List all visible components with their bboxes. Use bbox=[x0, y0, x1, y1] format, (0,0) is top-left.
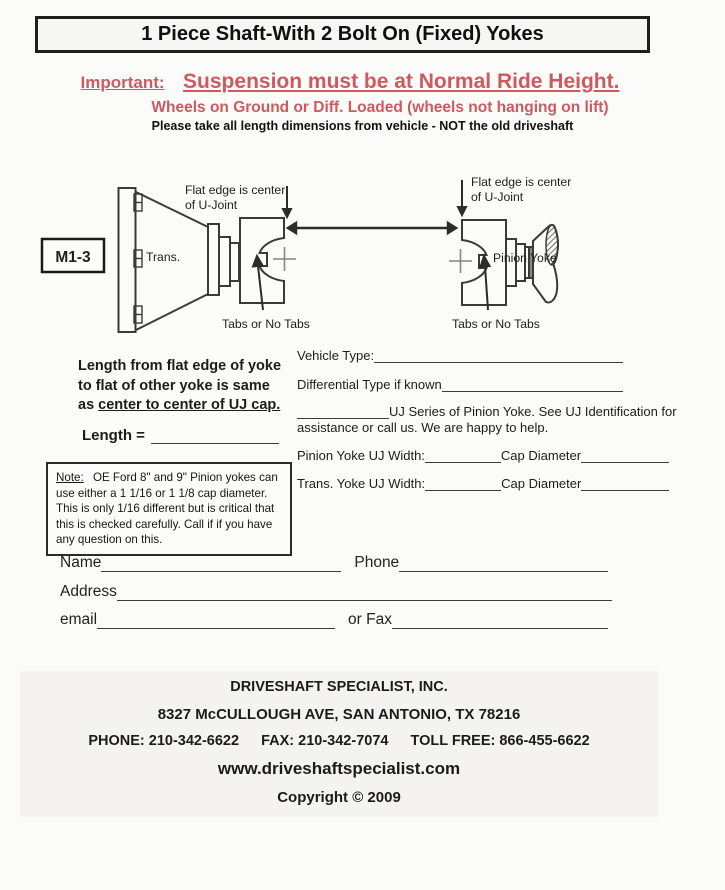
phone-label: Phone bbox=[354, 554, 400, 571]
differential-type-label: Differential Type if known bbox=[297, 377, 442, 392]
footer bbox=[20, 671, 658, 817]
transmission-flange bbox=[119, 188, 136, 332]
important-label: Important: bbox=[80, 73, 165, 92]
fax-label: or Fax bbox=[348, 611, 392, 628]
email-label: email bbox=[60, 611, 98, 628]
pinion-uj-width-label: Pinion Yoke UJ Width: bbox=[297, 448, 425, 463]
vehicle-type-label: Vehicle Type: bbox=[297, 348, 375, 363]
flat-edge-note-right-line2: of U-Joint bbox=[471, 190, 524, 204]
length-instr-prefix: as bbox=[78, 397, 95, 413]
length-instr-line2: to flat of other yoke is same bbox=[78, 377, 270, 394]
ujoint-center-cross-right bbox=[449, 249, 472, 273]
vehicle-type-blank bbox=[374, 347, 623, 363]
company-fax: FAX: 210-342-7074 bbox=[261, 733, 389, 749]
address-row bbox=[60, 583, 612, 601]
pinion-yoke-label: Pinion Yoke bbox=[493, 251, 557, 265]
differential-type-field bbox=[297, 376, 623, 392]
company-name: DRIVESHAFT SPECIALIST, INC. bbox=[230, 679, 448, 695]
ride-height-headline: Suspension must be at Normal Ride Height. bbox=[183, 70, 620, 93]
length-label: Length = bbox=[82, 427, 145, 444]
trans-label: Trans. bbox=[146, 250, 181, 264]
wheels-instruction: Wheels on Ground or Diff. Loaded (wheels not hanging on lift) bbox=[151, 99, 609, 116]
company-phones bbox=[20, 733, 658, 749]
note-text: OE Ford 8" and 9" Pinion yokes can use either a 1 1/16 or 1 1/8 cap diameter. This is only 1/16 different but is critical that this is checked carefully. Call if if you have any question on this. bbox=[56, 471, 278, 546]
vehicle-type-field bbox=[297, 347, 623, 363]
trans-uj-width-label: Trans. Yoke UJ Width: bbox=[297, 476, 426, 491]
name-label: Name bbox=[60, 554, 102, 571]
length-field bbox=[82, 427, 279, 444]
cap-diameter-label-2: Cap Diameter bbox=[501, 476, 582, 491]
company-phone: PHONE: 210-342-6622 bbox=[88, 733, 240, 749]
trans-uj-width-field bbox=[297, 475, 669, 491]
note-label: Note: bbox=[56, 471, 84, 484]
company-website: www.driveshaftspecialist.com bbox=[217, 759, 461, 778]
phone-blank bbox=[399, 554, 608, 572]
length-double-arrow bbox=[288, 223, 456, 233]
cap-diameter-blank-2 bbox=[581, 475, 669, 491]
name-phone-row bbox=[60, 554, 608, 572]
dimensions-instruction: Please take all length dimensions from vehicle - NOT the old driveshaft bbox=[151, 119, 574, 133]
flat-edge-arrow-right bbox=[458, 180, 466, 215]
length-instr-line3 bbox=[78, 396, 310, 416]
copyright: Copyright © 2009 bbox=[277, 789, 401, 806]
cap-diameter-label-1: Cap Diameter bbox=[500, 448, 582, 463]
trans-uj-width-blank bbox=[425, 475, 501, 491]
company-toll-free: TOLL FREE: 866-455-6622 bbox=[410, 733, 590, 749]
ford-cap-note-box bbox=[46, 462, 292, 556]
uj-series-blank bbox=[297, 403, 389, 419]
trans-yoke-shape bbox=[240, 218, 284, 303]
uj-series-text-line1: UJ Series of Pinion Yoke. See UJ Identification for bbox=[389, 404, 677, 419]
form-title: 1 Piece Shaft-With 2 Bolt On (Fixed) Yokes bbox=[141, 23, 544, 45]
address-blank bbox=[117, 583, 612, 601]
email-fax-row bbox=[60, 611, 608, 629]
cap-diameter-blank-1 bbox=[581, 447, 669, 463]
uj-series-field bbox=[297, 403, 689, 419]
uj-series-text-line2: assistance or call us. We are happy to help. bbox=[297, 420, 549, 435]
email-blank bbox=[97, 611, 335, 629]
length-instr-line1: Length from flat edge of yoke bbox=[78, 358, 282, 374]
length-instructions bbox=[78, 357, 310, 416]
flat-edge-note-left-line1: Flat edge is center bbox=[185, 183, 286, 197]
length-instr-underlined: center to center of UJ cap. bbox=[98, 397, 281, 413]
tabs-note-right: Tabs or No Tabs bbox=[452, 317, 540, 331]
address-label: Address bbox=[60, 583, 117, 600]
tabs-note-left: Tabs or No Tabs bbox=[222, 317, 310, 331]
pinion-uj-width-blank bbox=[425, 447, 501, 463]
differential-type-blank bbox=[442, 376, 623, 392]
fax-blank bbox=[392, 611, 608, 629]
flat-edge-note-left-line2: of U-Joint bbox=[185, 198, 238, 212]
name-blank bbox=[101, 554, 341, 572]
flat-edge-note-right-line1: Flat edge is center bbox=[471, 175, 572, 189]
model-badge-label: M1-3 bbox=[55, 249, 91, 266]
pinion-uj-width-field bbox=[297, 447, 669, 463]
company-address: 8327 McCULLOUGH AVE, SAN ANTONIO, TX 78216 bbox=[157, 706, 521, 723]
ujoint-center-cross-left bbox=[273, 247, 296, 271]
length-blank bbox=[151, 428, 279, 444]
